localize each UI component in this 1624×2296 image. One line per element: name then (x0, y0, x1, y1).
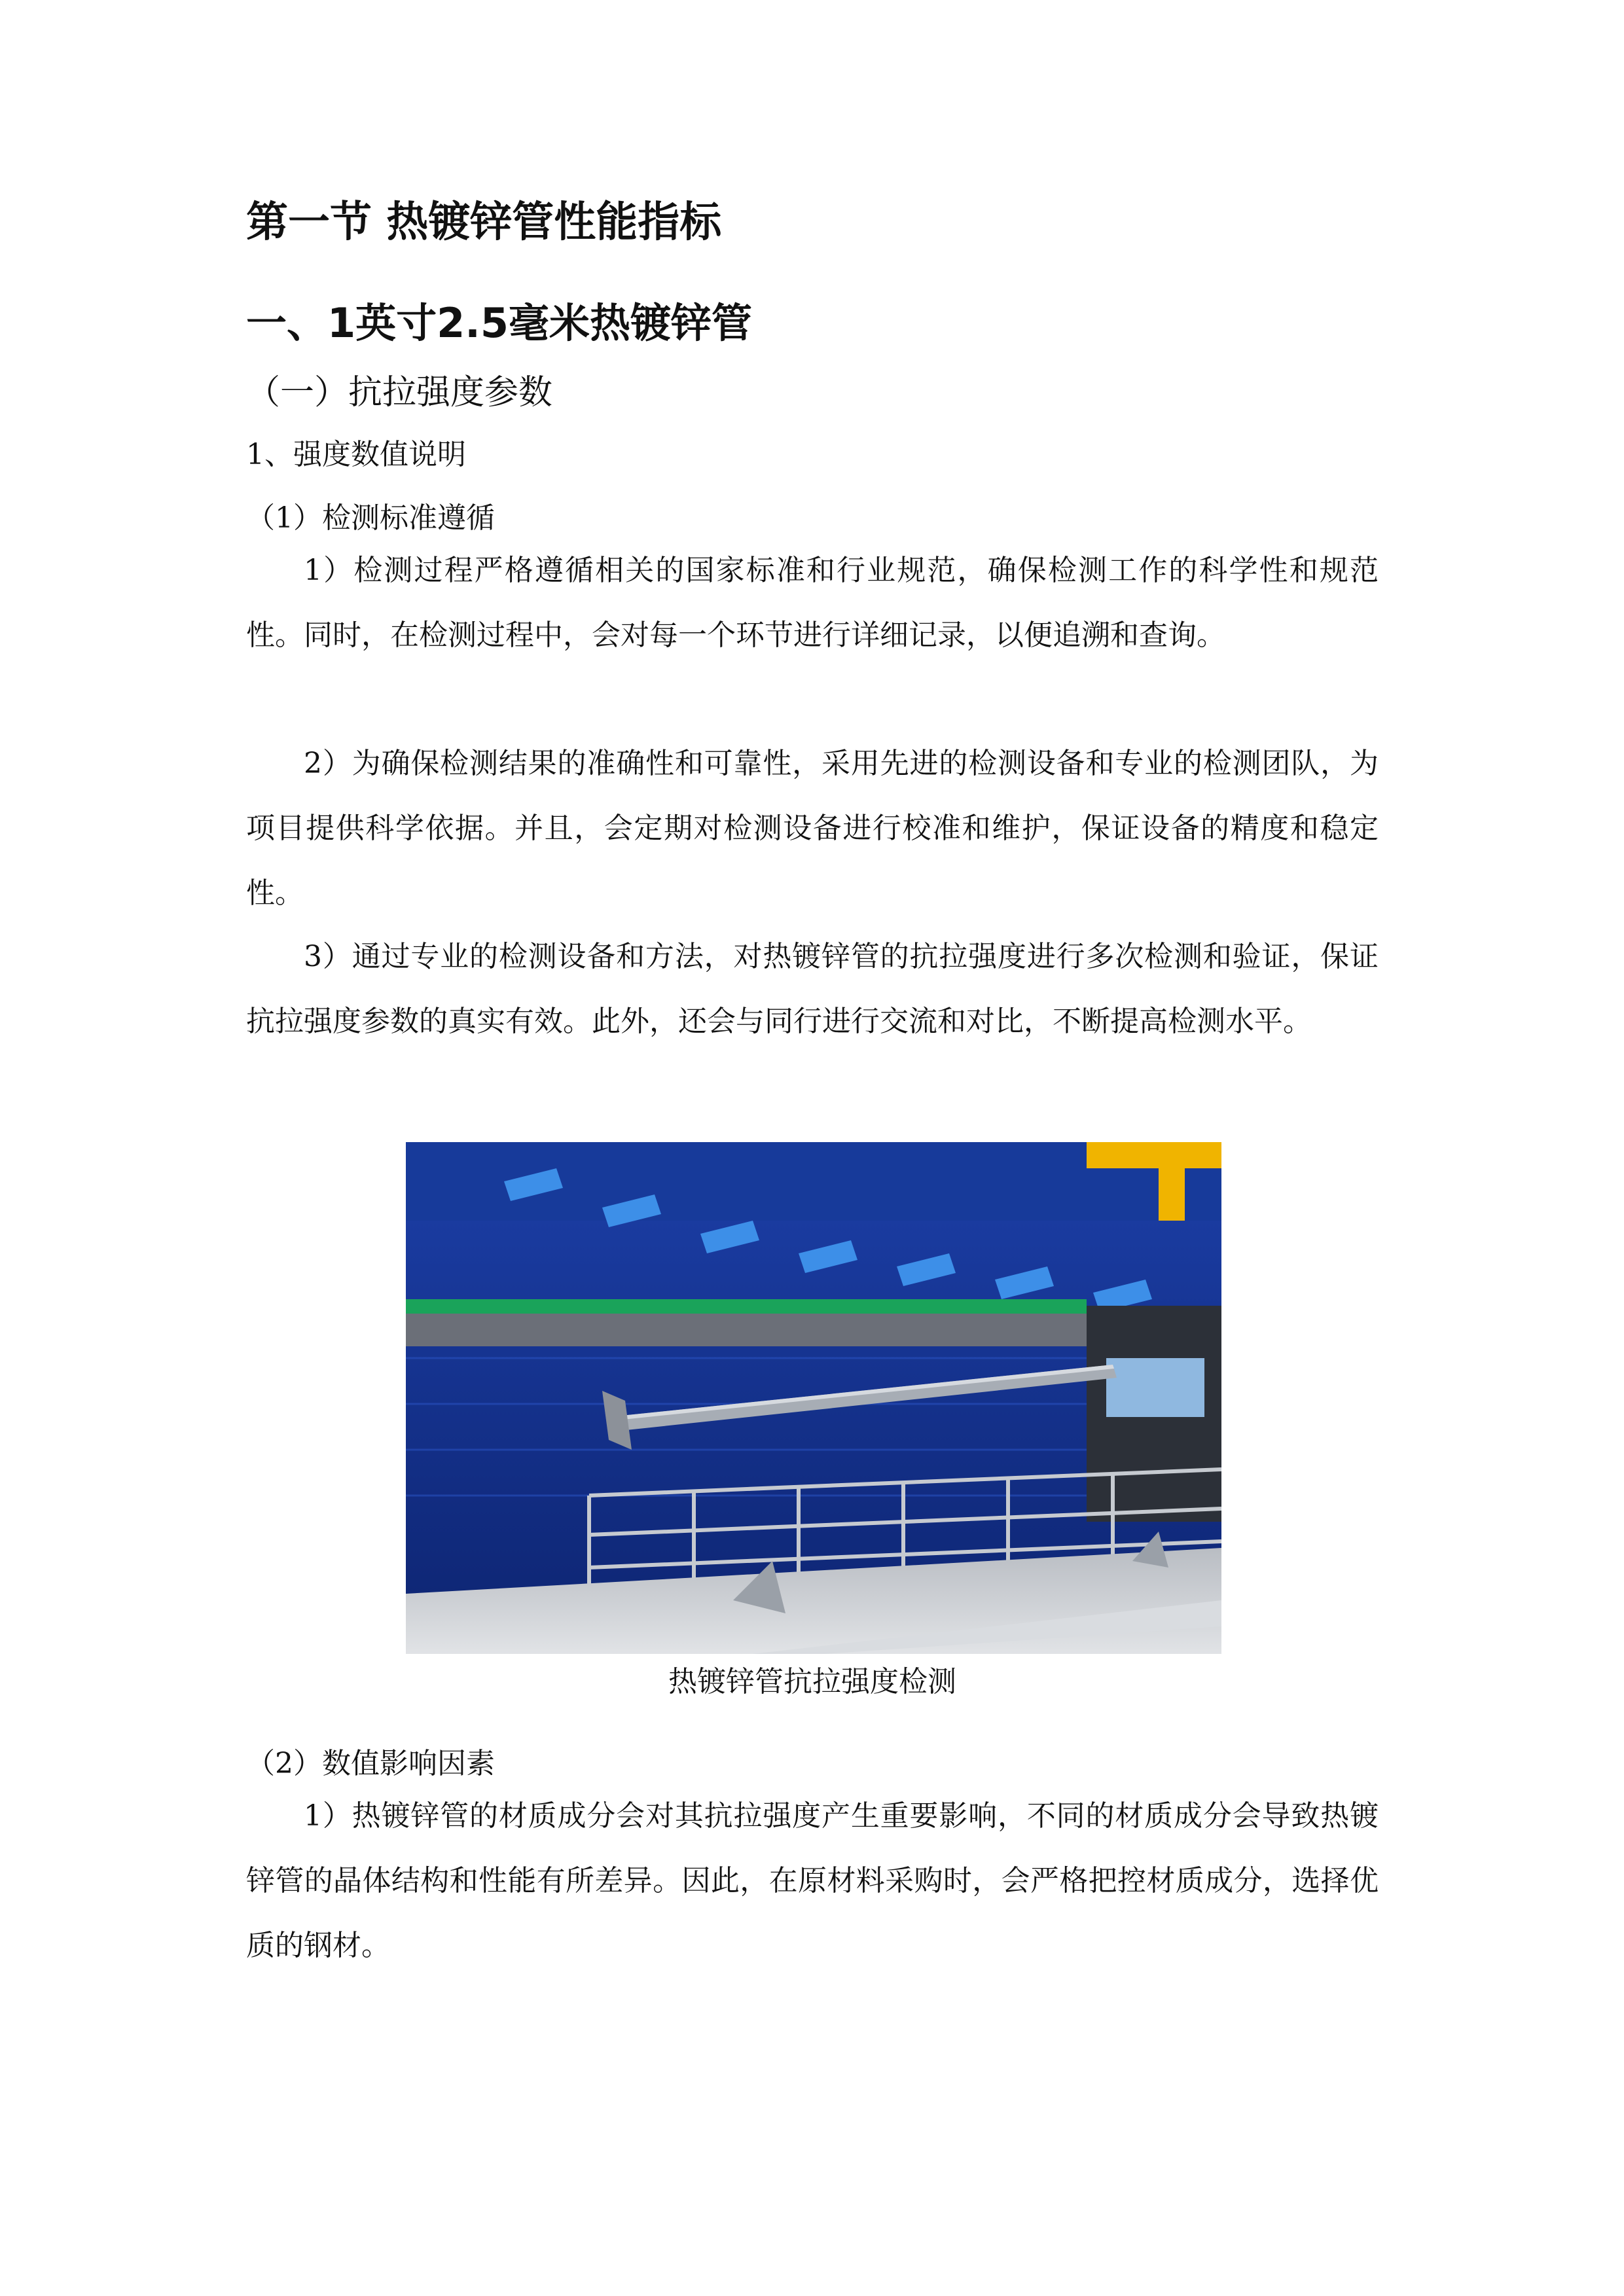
chapter-title: 一、1英寸2.5毫米热镀锌管 (246, 299, 752, 347)
section-title: 第一节 热镀锌管性能指标 (246, 198, 722, 247)
part2-heading: （2）数值影响因素 (246, 1747, 495, 1780)
figure-caption: 热镀锌管抗拉强度检测 (668, 1665, 956, 1698)
item-heading: 1、强度数值说明 (246, 438, 466, 471)
paragraph: 3）通过专业的检测设备和方法，对热镀锌管的抗拉强度进行多次检测和验证，保证抗拉强度参数的真实有效。此外，还会与同行进行交流和对比，不断提高检测水平。 (246, 940, 1379, 1038)
galvanized-pipe-test-photo (406, 1142, 1221, 1654)
sub-heading: （一）抗拉强度参数 (246, 373, 553, 412)
part1-heading: （1）检测标准遵循 (246, 501, 495, 535)
paragraph: 1）检测过程严格遵循相关的国家标准和行业规范，确保检测工作的科学性和规范性。同时，在检测过程中，会对每一个环节进行详细记录，以便追溯和查询。 (246, 554, 1379, 652)
document-page (246, 0, 1379, 2296)
paragraph: 2）为确保检测结果的准确性和可靠性，采用先进的检测设备和专业的检测团队，为项目提供科学依据。并且，会定期对检测设备进行校准和维护，保证设备的精度和稳定性。 (246, 747, 1379, 910)
paragraph: 1）热镀锌管的材质成分会对其抗拉强度产生重要影响，不同的材质成分会导致热镀锌管的晶体结构和性能有所差异。因此，在原材料采购时，会严格把控材质成分，选择优质的钢材。 (246, 1799, 1379, 1962)
